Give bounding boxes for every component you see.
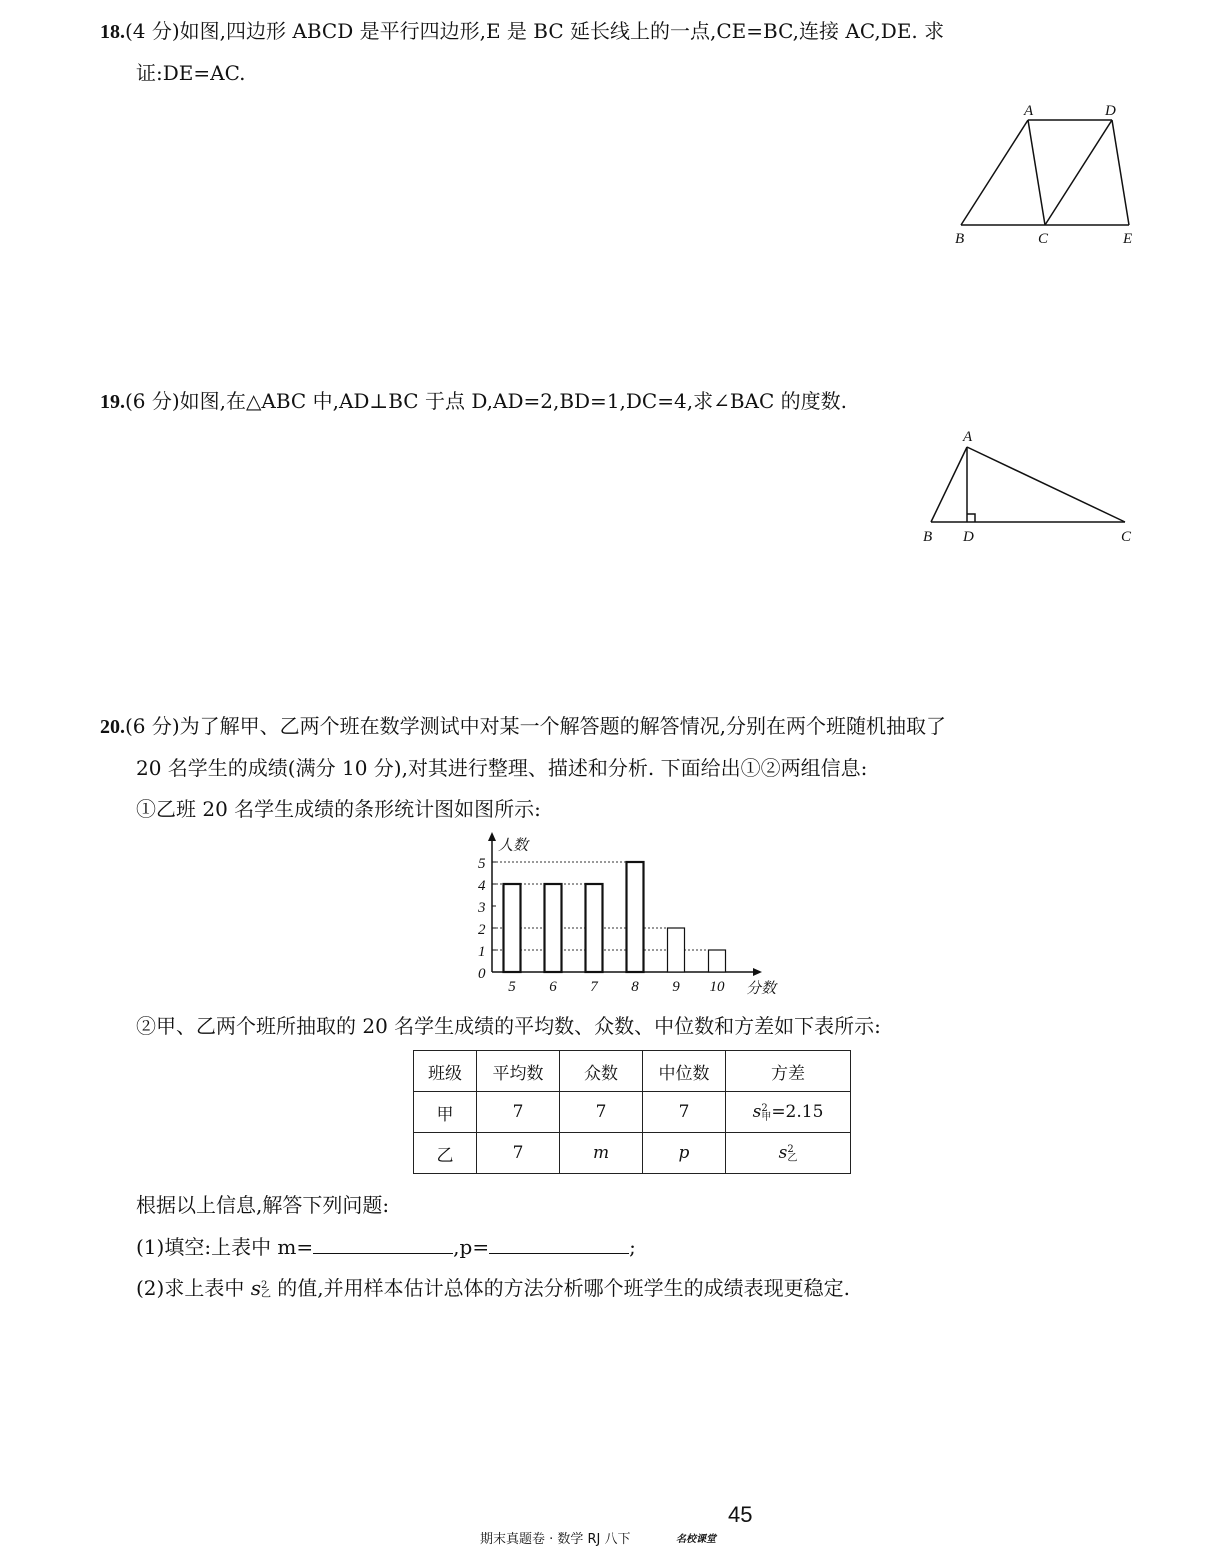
footer-text: 期末真题卷 · 数学 RJ 八下 (480, 1532, 631, 1547)
header-mean: 平均数 (477, 1051, 560, 1092)
var-sub-yi: 乙 (787, 1152, 798, 1164)
x-axis-arrow-icon (753, 968, 762, 976)
q19-number: 19. (100, 391, 125, 413)
x-tick-label-6: 6 (549, 979, 557, 995)
part2-var-sup: 2 (260, 1279, 268, 1291)
y-tick-label-4: 4 (478, 878, 486, 894)
cell-variance-jia (726, 1092, 851, 1133)
y-axis-arrow-icon (488, 832, 496, 841)
cell-median-yi: p (643, 1133, 726, 1174)
part2-var-sub: 乙 (260, 1288, 271, 1300)
stats-table (413, 1050, 851, 1174)
stats-header-row (414, 1051, 851, 1092)
q20-line1 (100, 714, 946, 739)
stats-row-yi (414, 1133, 851, 1174)
y-tick-label-1: 1 (478, 944, 486, 960)
var-value-jia: =2.15 (771, 1102, 824, 1122)
cell-mode-jia: 7 (560, 1092, 643, 1133)
q20-info2: ②甲、乙两个班所抽取的 20 名学生成绩的平均数、众数、中位数和方差如下表所示: (136, 1014, 881, 1038)
q18-text2: 证:DE=AC. (136, 61, 246, 85)
q20-text1: (6 分)为了解甲、乙两个班在数学测试中对某一个解答题的解答情况,分别在两个班随机抽取了 (125, 714, 947, 738)
header-variance: 方差 (726, 1051, 851, 1092)
q19-label-a: A (963, 429, 973, 445)
y-tick-label-5: 5 (478, 856, 486, 872)
q20-part2 (136, 1276, 850, 1300)
var-symbol-yi: s (778, 1143, 788, 1163)
y-axis-label: 人数 (498, 838, 529, 854)
q18-line1 (100, 19, 944, 44)
page-number: 45 (728, 1502, 753, 1527)
header-mode: 众数 (560, 1051, 643, 1092)
q20-info1: ①乙班 20 名学生成绩的条形统计图如图所示: (136, 797, 541, 821)
part1-mid: ,p= (453, 1235, 490, 1259)
bar-6 (545, 884, 562, 972)
q19-text1: (6 分)如图,在△ABC 中,AD⊥BC 于点 D,AD=2,BD=1,DC=4,求∠BAC 的度数. (125, 389, 847, 413)
x-tick-label-5: 5 (508, 979, 516, 995)
x-tick-label-10: 10 (709, 979, 725, 995)
y-tick-label-2: 2 (478, 922, 486, 938)
q19-label-b: B (923, 529, 933, 545)
q20-prompt: 根据以上信息,解答下列问题: (136, 1193, 390, 1217)
q18-label-a: A (1024, 103, 1034, 119)
cell-mean-jia: 7 (477, 1092, 560, 1133)
q18-parallelogram-figure (945, 98, 1145, 248)
cell-mode-yi: m (560, 1133, 643, 1174)
q20-number: 20. (100, 716, 125, 738)
q18-label-c: C (1038, 231, 1049, 247)
q19-line1 (100, 389, 847, 414)
brand-logo: 名校课堂 (676, 1534, 716, 1545)
q19-triangle-figure (915, 425, 1145, 550)
q18-label-d: D (1105, 103, 1116, 119)
q19-label-d: D (963, 529, 974, 545)
q18-number: 18. (100, 21, 125, 43)
q18-text1: (4 分)如图,四边形 ABCD 是平行四边形,E 是 BC 延长线上的一点,CE=BC,连接 AC,DE. 求 (125, 19, 945, 43)
answer-blank-p[interactable] (489, 1235, 629, 1254)
var-symbol-jia: s (752, 1102, 762, 1122)
x-tick-label-7: 7 (590, 979, 598, 995)
score-bar-chart (440, 830, 810, 1000)
q18-label-e: E (1123, 231, 1133, 247)
part1-end: ; (629, 1235, 636, 1259)
bar-9 (668, 928, 685, 972)
q20-text2: 20 名学生的成绩(满分 10 分),对其进行整理、描述和分析. 下面给出①②两组信息: (136, 756, 868, 780)
answer-blank-m[interactable] (313, 1235, 453, 1254)
header-class: 班级 (414, 1051, 477, 1092)
part2-prefix: (2)求上表中 (136, 1276, 251, 1300)
var-sup-yi: 2 (787, 1143, 794, 1155)
y-tick-label-0: 0 (478, 966, 486, 982)
q18-label-b: B (955, 231, 965, 247)
var-sub-jia: 甲 (761, 1111, 772, 1123)
x-tick-label-9: 9 (672, 979, 680, 995)
part1-prefix: (1)填空:上表中 m= (136, 1235, 314, 1259)
cell-class-jia: 甲 (414, 1092, 477, 1133)
bar-10 (709, 950, 726, 972)
q19-label-c: C (1121, 529, 1132, 545)
y-tick-label-3: 3 (478, 900, 486, 916)
bar-8 (627, 862, 644, 972)
stats-row-jia (414, 1092, 851, 1133)
part2-var-symbol: s (250, 1276, 261, 1300)
cell-mean-yi: 7 (477, 1133, 560, 1174)
cell-median-jia: 7 (643, 1092, 726, 1133)
bar-5 (504, 884, 521, 972)
cell-variance-yi (726, 1133, 851, 1174)
cell-class-yi: 乙 (414, 1133, 477, 1174)
bar-7 (586, 884, 603, 972)
header-median: 中位数 (643, 1051, 726, 1092)
x-axis-label: 分数 (746, 981, 777, 997)
x-tick-label-8: 8 (631, 979, 639, 995)
q20-part1 (136, 1235, 636, 1259)
part2-suffix: 的值,并用样本估计总体的方法分析哪个班学生的成绩表现更稳定. (270, 1276, 851, 1300)
var-sup-jia: 2 (761, 1102, 768, 1114)
